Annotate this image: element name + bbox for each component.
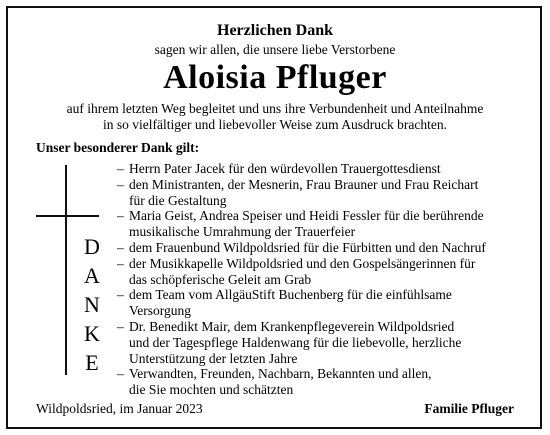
list-item-line: dem Team vom AllgäuStift Buchenberg für die einfühlsame: [129, 287, 452, 303]
dash-icon: –: [117, 287, 124, 303]
dash-icon: –: [117, 176, 124, 192]
heading: Herzlichen Dank: [217, 22, 333, 39]
list-item: [117, 177, 486, 209]
danke-letter-e: E: [85, 350, 99, 375]
list-item-line: Dr. Benedikt Mair, dem Krankenpflegeverein Wildpoldsried: [129, 318, 455, 334]
dash-icon: –: [117, 161, 124, 176]
cross-icon-horizontal: [36, 215, 99, 217]
danke-letter-d: D: [84, 234, 100, 259]
dash-icon: –: [117, 239, 124, 255]
intro-text: sagen wir allen, die unsere liebe Verstorbene: [154, 42, 396, 57]
list-item: [117, 161, 486, 177]
deceased-name: Aloisia Pfluger: [163, 59, 387, 96]
list-item-line: Versorgung: [129, 303, 191, 319]
danke-letter-n: N: [84, 292, 100, 317]
thanks-list: [117, 161, 486, 398]
dash-icon: –: [117, 255, 124, 271]
special-thanks-heading: Unser besonderer Dank gilt:: [36, 140, 200, 155]
list-item-line: für die Gestaltung: [129, 192, 227, 208]
list-item-line: dem Frauenbund Wildpoldsried für die Fürbitten und den Nachruf: [129, 239, 486, 255]
danke-letter-k: K: [84, 321, 100, 346]
body-line-1: auf ihrem letzten Weg begleitet und uns ihre Verbundenheit und Anteilnahme: [66, 101, 484, 116]
cross-icon-vertical: [65, 165, 67, 375]
list-item: [117, 240, 486, 256]
body-line-2: in so vielfältiger und liebevoller Weise zum Ausdruck brachten.: [103, 117, 447, 132]
list-item-line: Maria Geist, Andrea Speiser und Heidi Fessler für die berührende: [129, 208, 484, 224]
body-text: [0, 101, 550, 133]
list-item: [117, 208, 486, 240]
list-item-line: musikalische Umrahmung der Trauerfeier: [129, 224, 356, 240]
signature: Familie Pfluger: [424, 401, 514, 416]
list-item-line: Verwandten, Freunden, Nachbarn, Bekannten und allen,: [129, 366, 432, 382]
list-item: [117, 287, 486, 319]
dash-icon: –: [117, 366, 124, 382]
list-item-line: der Musikkapelle Wildpoldsried und den Gospelsängerinnen für: [129, 255, 476, 271]
list-item-line: das schöpferische Geleit am Grab: [129, 271, 312, 287]
list-item-line: die Sie mochten und schätzten: [129, 382, 294, 398]
dash-icon: –: [117, 208, 124, 224]
list-item-line: Herrn Pater Jacek für den würdevollen Trauergottesdienst: [129, 161, 441, 176]
place-date: Wildpoldsried, im Januar 2023: [36, 401, 203, 416]
dash-icon: –: [117, 318, 124, 334]
list-item: [117, 256, 486, 288]
list-item-line: Unterstützung der letzten Jahre: [129, 350, 298, 366]
list-item: [117, 366, 486, 398]
list-item-line: den Ministranten, der Mesnerin, Frau Brauner und Frau Reichart: [129, 176, 479, 192]
list-item-line: und der Tagespflege Haldenwang für die liebevolle, herzliche: [129, 334, 462, 350]
list-item: [117, 319, 486, 366]
danke-letter-a: A: [84, 263, 100, 288]
